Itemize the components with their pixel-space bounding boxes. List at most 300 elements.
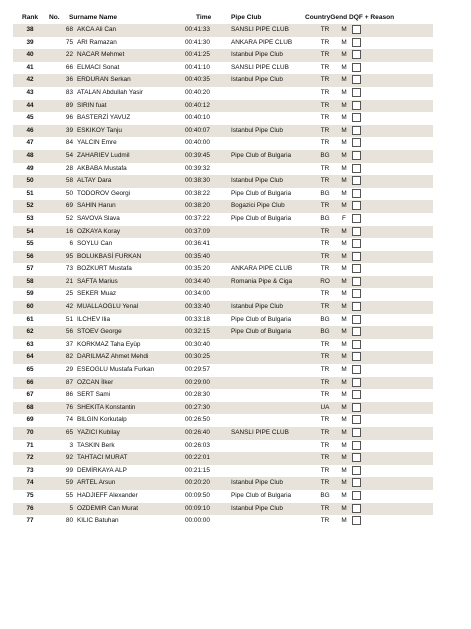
gender-cell: M — [341, 353, 347, 361]
time-cell: 00:22:01 — [185, 454, 210, 462]
pipe-club-cell: Pipe Club of Bulgaria — [231, 315, 292, 323]
bib-number-cell: 52 — [65, 214, 73, 222]
dqf-checkbox[interactable] — [352, 453, 361, 462]
gender-cell: M — [341, 479, 347, 487]
time-cell: 00:38:30 — [185, 177, 210, 185]
surname-name-cell: ESKIKOY Tanju — [77, 126, 122, 134]
dqf-checkbox[interactable] — [352, 88, 361, 97]
dqf-checkbox[interactable] — [352, 378, 361, 387]
dqf-checkbox[interactable] — [352, 340, 361, 349]
surname-name-cell: TODOROV Georgi — [77, 189, 131, 197]
table-row — [13, 24, 433, 37]
bib-number-cell: 21 — [65, 277, 73, 285]
time-cell: 00:41:25 — [185, 51, 210, 59]
dqf-checkbox[interactable] — [352, 101, 361, 110]
dqf-checkbox[interactable] — [352, 315, 361, 324]
time-cell: 00:29:00 — [185, 378, 210, 386]
table-row — [13, 288, 433, 301]
time-cell: 00:39:32 — [185, 164, 210, 172]
bib-number-cell: 76 — [65, 403, 73, 411]
bib-number-cell: 84 — [65, 139, 73, 147]
gender-cell: M — [341, 189, 347, 197]
bib-number-cell: 22 — [65, 51, 73, 59]
dqf-checkbox[interactable] — [352, 25, 361, 34]
time-cell: 00:40:35 — [185, 76, 210, 84]
gender-cell: M — [341, 466, 347, 474]
rank-cell: 59 — [26, 290, 34, 298]
table-row — [13, 389, 433, 402]
time-cell: 00:33:18 — [185, 315, 210, 323]
time-cell: 00:32:15 — [185, 328, 210, 336]
dqf-checkbox[interactable] — [352, 441, 361, 450]
dqf-checkbox[interactable] — [352, 277, 361, 286]
table-row — [13, 213, 433, 226]
header-rank: Rank — [21, 14, 39, 21]
time-cell: 00:30:40 — [185, 340, 210, 348]
gender-cell: F — [342, 214, 346, 222]
rank-cell: 56 — [26, 252, 34, 260]
table-row — [13, 188, 433, 201]
surname-name-cell: BOLUKBASİ FURKAN — [77, 252, 142, 260]
table-row — [13, 515, 433, 528]
dqf-checkbox[interactable] — [352, 352, 361, 361]
surname-name-cell: ESEOGLU Mustafa Furkan — [77, 366, 155, 374]
country-cell: TR — [320, 88, 330, 96]
gender-cell: M — [341, 265, 347, 273]
table-row — [13, 74, 433, 87]
gender-cell: M — [341, 240, 347, 248]
time-cell: 00:28:30 — [185, 391, 210, 399]
gender-cell: M — [341, 454, 347, 462]
time-cell: 00:41:30 — [185, 38, 210, 46]
pipe-club-cell: Pipe Club of Bulgaria — [231, 214, 292, 222]
table-row — [13, 452, 433, 465]
header-surname: Surname Name — [69, 14, 118, 21]
surname-name-cell: OZDEMIR Can Murat — [77, 504, 139, 512]
gender-cell: M — [341, 26, 347, 33]
table-row — [13, 200, 433, 213]
country-cell: BG — [320, 151, 330, 159]
pipe-club-cell: SANSLI PIPE CLUB — [231, 26, 289, 33]
surname-name-cell: STOEV George — [77, 328, 122, 336]
rank-cell: 43 — [26, 88, 34, 96]
country-cell: BG — [320, 214, 330, 222]
bib-number-cell: 92 — [65, 454, 73, 462]
bib-number-cell: 50 — [65, 189, 73, 197]
rank-cell: 61 — [26, 315, 34, 323]
pipe-club-cell: Istanbul Pipe Club — [231, 126, 283, 134]
rank-cell: 63 — [26, 340, 34, 348]
country-cell: BG — [320, 189, 330, 197]
gender-cell: M — [341, 177, 347, 185]
country-cell: TR — [320, 340, 330, 348]
gender-cell: M — [341, 51, 347, 59]
country-cell: TR — [320, 466, 330, 474]
surname-name-cell: SHEKITA Konstantin — [77, 403, 136, 411]
bib-number-cell: 54 — [65, 151, 73, 159]
table-row — [13, 490, 433, 503]
dqf-checkbox[interactable] — [352, 138, 361, 147]
surname-name-cell: AKBABA Mustafa — [77, 164, 127, 172]
dqf-checkbox[interactable] — [352, 466, 361, 475]
dqf-checkbox[interactable] — [352, 428, 361, 437]
pipe-club-cell: Pipe Club of Bulgaria — [231, 328, 292, 336]
country-cell: TR — [320, 391, 330, 399]
table-row — [13, 364, 433, 377]
time-cell: 00:40:00 — [185, 139, 210, 147]
bib-number-cell: 3 — [69, 441, 73, 449]
surname-name-cell: ILCHEV Ilia — [77, 315, 111, 323]
rank-cell: 77 — [26, 517, 34, 525]
gender-cell: M — [341, 391, 347, 399]
time-cell: 00:33:40 — [185, 303, 210, 311]
time-cell: 00:40:07 — [185, 126, 210, 134]
rank-cell: 49 — [26, 164, 34, 172]
rank-cell: 69 — [26, 416, 34, 424]
bib-number-cell: 5 — [69, 504, 73, 512]
bib-number-cell: 39 — [65, 126, 73, 134]
surname-name-cell: DARILMAZ Ahmet Mehdi — [77, 353, 149, 361]
bib-number-cell: 6 — [69, 240, 73, 248]
country-cell: TR — [320, 114, 330, 122]
surname-name-cell: ARTEL Arsun — [77, 479, 116, 487]
pipe-club-cell: Istanbul Pipe Club — [231, 76, 283, 84]
surname-name-cell: YAZICI Kubilay — [77, 429, 120, 436]
rank-cell: 50 — [26, 177, 34, 185]
country-cell: TR — [320, 164, 330, 172]
dqf-checkbox[interactable] — [352, 75, 361, 84]
bib-number-cell: 80 — [65, 517, 73, 525]
bib-number-cell: 25 — [65, 290, 73, 298]
time-cell: 00:30:25 — [185, 353, 210, 361]
surname-name-cell: OZCAN İlker — [77, 378, 114, 386]
rank-cell: 62 — [26, 328, 34, 336]
table-row — [13, 238, 433, 251]
dqf-checkbox[interactable] — [352, 126, 361, 135]
dqf-checkbox[interactable] — [352, 302, 361, 311]
table-row — [13, 137, 433, 150]
country-cell: TR — [320, 290, 330, 298]
pipe-club-cell: Istanbul Pipe Club — [231, 177, 283, 185]
table-row — [13, 301, 433, 314]
surname-name-cell: SEKER Muaz — [77, 290, 117, 298]
dqf-checkbox[interactable] — [352, 504, 361, 513]
bib-number-cell: 87 — [65, 378, 73, 386]
time-cell: 00:41:10 — [185, 63, 210, 71]
rank-cell: 38 — [26, 26, 34, 33]
gender-cell: M — [341, 517, 347, 525]
bib-number-cell: 56 — [65, 328, 73, 336]
bib-number-cell: 68 — [65, 26, 73, 33]
gender-cell: M — [341, 366, 347, 374]
time-cell: 00:26:40 — [185, 429, 210, 436]
table-row — [13, 377, 433, 390]
dqf-checkbox[interactable] — [352, 478, 361, 487]
bib-number-cell: 86 — [65, 391, 73, 399]
rank-cell: 60 — [26, 303, 34, 311]
time-cell: 00:34:00 — [185, 290, 210, 298]
time-cell: 00:36:41 — [185, 240, 210, 248]
dqf-checkbox[interactable] — [352, 164, 361, 173]
table-row — [13, 87, 433, 100]
rank-cell: 53 — [26, 214, 34, 222]
rank-cell: 42 — [26, 76, 34, 84]
table-header — [13, 12, 433, 24]
gender-cell: M — [341, 164, 347, 172]
bib-number-cell: 96 — [65, 114, 73, 122]
time-cell: 00:26:50 — [185, 416, 210, 424]
pipe-club-cell: Istanbul Pipe Club — [231, 504, 283, 512]
country-cell: TR — [320, 51, 330, 59]
bib-number-cell: 89 — [65, 101, 73, 109]
gender-cell: M — [341, 277, 347, 285]
pipe-club-cell: Pipe Club of Bulgaria — [231, 151, 292, 159]
bib-number-cell: 36 — [65, 76, 73, 84]
rank-cell: 47 — [26, 139, 34, 147]
dqf-checkbox[interactable] — [352, 201, 361, 210]
gender-cell: M — [341, 441, 347, 449]
time-cell: 00:21:15 — [185, 466, 210, 474]
rank-cell: 74 — [26, 479, 34, 487]
surname-name-cell: SOYLU Can — [77, 240, 113, 248]
dqf-checkbox[interactable] — [352, 189, 361, 198]
dqf-checkbox[interactable] — [352, 516, 361, 525]
dqf-checkbox[interactable] — [352, 38, 361, 47]
surname-name-cell: ARI Ramazan — [77, 38, 117, 46]
table-row — [13, 125, 433, 138]
time-cell: 00:41:33 — [185, 26, 210, 33]
rank-cell: 55 — [26, 240, 34, 248]
gender-cell: M — [341, 290, 347, 298]
dqf-checkbox[interactable] — [352, 491, 361, 500]
rank-cell: 65 — [26, 366, 34, 374]
pipe-club-cell: Istanbul Pipe Club — [231, 303, 283, 311]
rank-cell: 70 — [26, 429, 34, 436]
rank-cell: 76 — [26, 504, 34, 512]
time-cell: 00:37:22 — [185, 214, 210, 222]
table-row — [13, 163, 433, 176]
table-row — [13, 100, 433, 113]
dqf-checkbox[interactable] — [352, 415, 361, 424]
gender-cell: M — [341, 315, 347, 323]
country-cell: TR — [320, 240, 330, 248]
time-cell: 00:38:22 — [185, 189, 210, 197]
dqf-checkbox[interactable] — [352, 63, 361, 72]
table-row — [13, 37, 433, 50]
dqf-checkbox[interactable] — [352, 151, 361, 160]
gender-cell: M — [341, 378, 347, 386]
country-cell: TR — [320, 202, 330, 210]
surname-name-cell: MUALLAOGLU Yenal — [77, 303, 139, 311]
time-cell: 00:09:50 — [185, 491, 210, 499]
time-cell: 00:00:00 — [185, 517, 210, 525]
rank-cell: 73 — [26, 466, 34, 474]
country-cell: UA — [320, 403, 330, 411]
bib-number-cell: 28 — [65, 164, 73, 172]
pipe-club-cell: Pipe Club of Bulgaria — [231, 491, 292, 499]
rank-cell: 54 — [26, 227, 34, 235]
time-cell: 00:27:30 — [185, 403, 210, 411]
surname-name-cell: BOZKURT Mustafa — [77, 265, 132, 273]
dqf-checkbox[interactable] — [352, 176, 361, 185]
table-row — [13, 112, 433, 125]
rank-cell: 39 — [26, 38, 34, 46]
bib-number-cell: 55 — [65, 491, 73, 499]
surname-name-cell: ELMACI Sonat — [77, 63, 120, 71]
rank-cell: 75 — [26, 491, 34, 499]
header-club: Pipe Club — [231, 14, 262, 21]
rank-cell: 71 — [26, 441, 34, 449]
table-row — [13, 62, 433, 75]
time-cell: 00:20:20 — [185, 479, 210, 487]
pipe-club-cell: Istanbul Pipe Club — [231, 479, 283, 487]
surname-name-cell: BILGIN Korkutalp — [77, 416, 127, 424]
results-table — [13, 12, 433, 528]
country-cell: TR — [320, 479, 330, 487]
surname-name-cell: NACAR Mehmet — [77, 51, 125, 59]
dqf-checkbox[interactable] — [352, 252, 361, 261]
country-cell: TR — [320, 429, 330, 436]
bib-number-cell: 37 — [65, 340, 73, 348]
dqf-checkbox[interactable] — [352, 365, 361, 374]
rank-cell: 46 — [26, 126, 34, 134]
dqf-checkbox[interactable] — [352, 50, 361, 59]
surname-name-cell: BASTERZİ YAVUZ — [77, 114, 131, 122]
dqf-checkbox[interactable] — [352, 390, 361, 399]
country-cell: TR — [320, 366, 330, 374]
surname-name-cell: SERT Sami — [77, 391, 111, 399]
country-cell: TR — [320, 101, 330, 109]
surname-name-cell: OZKAYA Koray — [77, 227, 121, 235]
rank-cell: 40 — [26, 51, 34, 59]
table-row — [13, 440, 433, 453]
table-row — [13, 503, 433, 516]
country-cell: TR — [320, 416, 330, 424]
gender-cell: M — [341, 328, 347, 336]
country-cell: TR — [320, 63, 330, 71]
table-row — [13, 465, 433, 478]
rank-cell: 57 — [26, 265, 34, 273]
gender-cell: M — [341, 38, 347, 46]
rank-cell: 48 — [26, 151, 34, 159]
table-row — [13, 175, 433, 188]
surname-name-cell: HADJIEFF Alexander — [77, 491, 138, 499]
bib-number-cell: 99 — [65, 466, 73, 474]
bib-number-cell: 42 — [65, 303, 73, 311]
country-cell: TR — [320, 76, 330, 84]
country-cell: TR — [320, 454, 330, 462]
rank-cell: 58 — [26, 277, 34, 285]
country-cell: TR — [320, 139, 330, 147]
rank-cell: 44 — [26, 101, 34, 109]
country-cell: TR — [320, 252, 330, 260]
dqf-checkbox[interactable] — [352, 113, 361, 122]
table-row — [13, 251, 433, 264]
pipe-club-cell: SANSLI PIPE CLUB — [231, 63, 289, 71]
table-body — [13, 24, 433, 528]
surname-name-cell: ZAHARIEV Ludmil — [77, 151, 130, 159]
time-cell: 00:40:12 — [185, 101, 210, 109]
pipe-club-cell: ANKARA PIPE CLUB — [231, 265, 293, 273]
gender-cell: M — [341, 202, 347, 210]
rank-cell: 72 — [26, 454, 34, 462]
gender-cell: M — [341, 340, 347, 348]
dqf-checkbox[interactable] — [352, 239, 361, 248]
surname-name-cell: ALTAY Dara — [77, 177, 112, 185]
rank-cell: 51 — [26, 189, 34, 197]
gender-cell: M — [341, 139, 347, 147]
gender-cell: M — [341, 101, 347, 109]
time-cell: 00:38:20 — [185, 202, 210, 210]
table-row — [13, 414, 433, 427]
gender-cell: M — [341, 252, 347, 260]
table-row — [13, 263, 433, 276]
country-cell: TR — [320, 517, 330, 525]
bib-number-cell: 73 — [65, 265, 73, 273]
gender-cell: M — [341, 114, 347, 122]
country-cell: TR — [320, 378, 330, 386]
rank-cell: 41 — [26, 63, 34, 71]
dqf-checkbox[interactable] — [352, 264, 361, 273]
time-cell: 00:26:03 — [185, 441, 210, 449]
gender-cell: M — [341, 227, 347, 235]
surname-name-cell: AKCA Ali Can — [77, 26, 117, 33]
surname-name-cell: SIRIN fuat — [77, 101, 107, 109]
surname-name-cell: ERDURAN Serkan — [77, 76, 131, 84]
gender-cell: M — [341, 403, 347, 411]
surname-name-cell: SAVOVA Slava — [77, 214, 120, 222]
gender-cell: M — [341, 126, 347, 134]
country-cell: TR — [320, 38, 330, 46]
bib-number-cell: 66 — [65, 63, 73, 71]
time-cell: 00:35:40 — [185, 252, 210, 260]
surname-name-cell: DEMİRKAYA ALP — [77, 466, 127, 474]
bib-number-cell: 95 — [65, 252, 73, 260]
time-cell: 00:09:10 — [185, 504, 210, 512]
time-cell: 00:34:40 — [185, 277, 210, 285]
table-row — [13, 427, 433, 440]
bib-number-cell: 82 — [65, 353, 73, 361]
surname-name-cell: YALCIN Emre — [77, 139, 117, 147]
dqf-checkbox[interactable] — [352, 214, 361, 223]
header-country-gender-dqf: CountryGend DQF + Reason — [305, 14, 395, 21]
country-cell: TR — [320, 126, 330, 134]
pipe-club-cell: Bogazici Pipe Club — [231, 202, 285, 210]
table-row — [13, 314, 433, 327]
dqf-checkbox[interactable] — [352, 227, 361, 236]
dqf-checkbox[interactable] — [352, 289, 361, 298]
gender-cell: M — [341, 63, 347, 71]
country-cell: RO — [320, 277, 330, 285]
time-cell: 00:35:20 — [185, 265, 210, 273]
table-row — [13, 477, 433, 490]
surname-name-cell: SAHIN Harun — [77, 202, 116, 210]
bib-number-cell: 29 — [65, 366, 73, 374]
pipe-club-cell: Romania Pipe & Ciga — [231, 277, 293, 285]
pipe-club-cell: Pipe Club of Bulgaria — [231, 189, 292, 197]
country-cell: TR — [320, 227, 330, 235]
time-cell: 00:40:10 — [185, 114, 210, 122]
time-cell: 00:40:20 — [185, 88, 210, 96]
rank-cell: 67 — [26, 391, 34, 399]
bib-number-cell: 16 — [65, 227, 73, 235]
table-row — [13, 226, 433, 239]
header-no: No. — [49, 14, 60, 21]
country-cell: TR — [320, 177, 330, 185]
pipe-club-cell: SANSLI PIPE CLUB — [231, 429, 289, 436]
dqf-checkbox[interactable] — [352, 327, 361, 336]
dqf-checkbox[interactable] — [352, 403, 361, 412]
